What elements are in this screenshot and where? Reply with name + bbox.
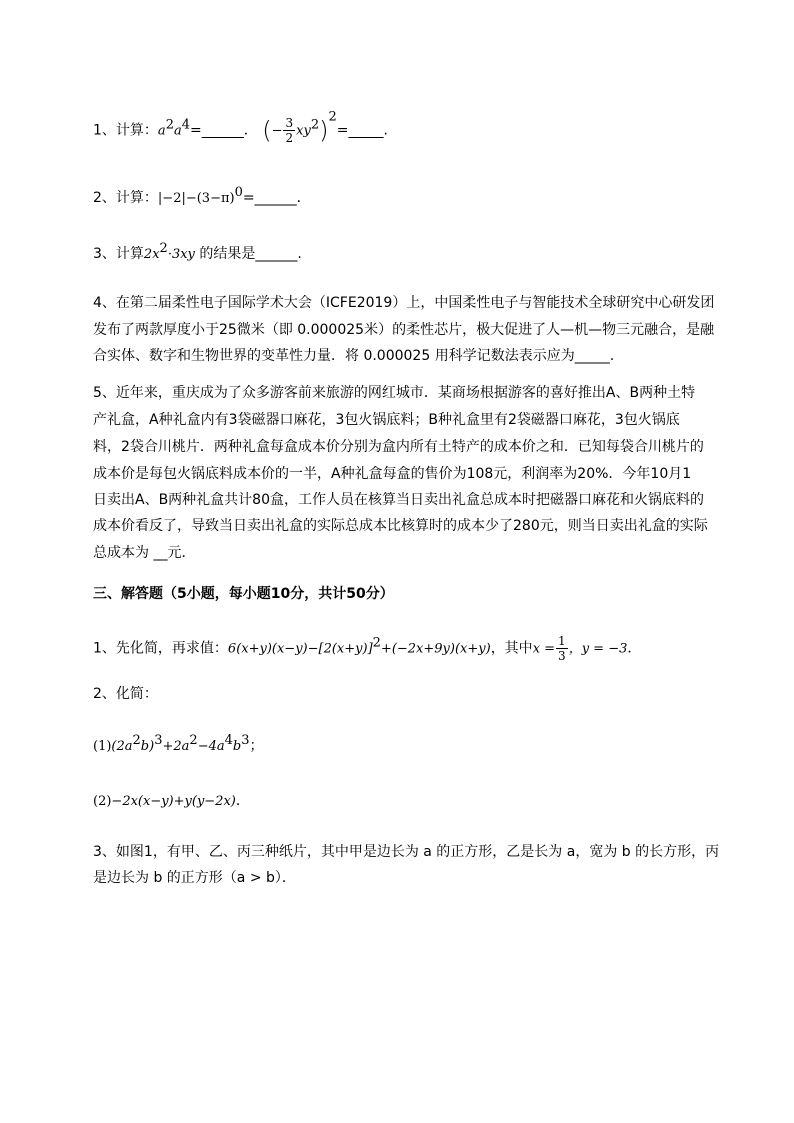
solve-question-3-line-2: 是边长为 b 的正方形（a > b）．	[93, 870, 296, 886]
answer-blank: =______．	[190, 122, 258, 139]
math-expression: 6(x+y)(x−y)−[2(x+y)]	[227, 641, 373, 657]
fill-in-question-3	[93, 241, 302, 265]
math-exponent: 2	[372, 635, 381, 651]
math-exponent: 2	[189, 733, 198, 748]
solve-question-2-part-2	[93, 791, 250, 812]
math-condition: x =	[532, 641, 556, 657]
math-expression: 2x	[143, 247, 160, 262]
math-exponent: 2	[159, 241, 168, 256]
math-expression: −2x(x−y)+y(y−2x)	[111, 794, 236, 809]
solve-question-2-part-1	[93, 733, 264, 757]
math-expression: (2a	[111, 739, 133, 754]
section-heading: 三、解答题（5小题，每小题10分，共计50分）	[93, 586, 394, 602]
question-text: ，其中	[490, 640, 533, 657]
math-exponent: 2	[165, 117, 174, 133]
math-expression: b)	[140, 739, 155, 754]
question-number: 3、计算	[93, 246, 144, 262]
fraction-numerator: 1	[558, 634, 566, 648]
answer-blank: =______．	[242, 190, 311, 206]
question-5-line-4: 成本价是每包火锅底料成本价的一半，A种礼盒每盒的售价为108元，利润率为20%．今年10月1	[93, 466, 692, 482]
math-expression: |−2|−(3−π)	[157, 191, 235, 206]
question-4-line-2: 发布了两款厚度小于25微米（即 0.000025米）的柔性芯片，极大促进了人—机—物三元融合，是融	[93, 322, 715, 338]
fraction-three-halves	[283, 116, 295, 145]
question-5-line-5: 日卖出A、B两种礼盒共计80盒，工作人员在核算当日卖出礼盒总成本时把磁器口麻花和火锅底料的	[93, 492, 704, 508]
punctuation: ；	[249, 738, 264, 754]
answer-blank: =_____.	[336, 122, 388, 139]
fraction-denominator: 3	[558, 649, 566, 663]
fraction-one-third	[556, 634, 568, 663]
math-var: xy	[296, 123, 311, 139]
question-lead: 1、先化简，再求值：	[93, 640, 228, 657]
question-5-line-6: 成本价看反了，导致当日卖出礼盒的实际总成本比核算时的成本少了280元，则当日卖出礼盒的实际	[93, 518, 708, 534]
math-var: a	[157, 123, 166, 139]
math-exponent: 3	[154, 733, 163, 748]
left-paren: (	[262, 116, 272, 145]
fill-in-question-2	[93, 185, 311, 209]
answer-blank: 的结果是______.	[194, 246, 302, 262]
math-var: a	[173, 123, 182, 139]
question-4-line-1: 4、在第二届柔性电子国际学术大会（ICFE2019）上，中国柔性电子与智能技术全球研究中心研发团	[93, 295, 715, 311]
question-5-line-1: 5、近年来，重庆成为了众多游客前来旅游的网红城市．某商场根据游客的喜好推出A、B两种土特	[93, 385, 696, 401]
math-expression: +(−2x+9y)(x+y)	[380, 641, 491, 657]
math-expression: −4a	[197, 739, 225, 754]
question-5-line-3: 料，2袋合川桃片．两种礼盒每盒成本价分别为盒内所有土特产的成本价之和．已知每袋合川桃片的	[93, 439, 704, 455]
part-label: (1)	[93, 739, 112, 754]
question-number: 1、计算：	[93, 122, 158, 139]
part-label: (2)	[93, 794, 112, 809]
math-exponent: 3	[241, 733, 250, 748]
math-exponent: 4	[181, 117, 191, 133]
question-number: 2、计算：	[93, 190, 158, 206]
fraction-denominator: 2	[285, 131, 294, 145]
math-exponent: 2	[328, 109, 337, 125]
punctuation: ．	[235, 793, 250, 809]
math-expression: ·3xy	[167, 247, 195, 262]
math-condition: ，y = −3	[568, 641, 628, 657]
question-5-line-2: 产礼盒，A种礼盒内有3袋磁器口麻花，3包火锅底料；B种礼盒里有2袋磁器口麻花，3包火锅底	[93, 412, 680, 428]
fill-in-question-1	[93, 109, 388, 145]
math-exponent: 4	[224, 733, 233, 748]
solve-question-1	[93, 634, 641, 663]
math-exponent: 0	[234, 185, 243, 200]
math-sign: −	[271, 123, 283, 139]
math-exponent: 2	[132, 733, 141, 748]
fraction-numerator: 3	[285, 116, 294, 130]
question-5-line-7: 总成本为 __元．	[93, 545, 196, 561]
solve-question-3-line-1: 3、如图1，有甲、乙、丙三种纸片，其中甲是边长为 a 的正方形，乙是长为 a，宽为 b 的长方形，丙	[93, 844, 720, 860]
right-paren: )	[319, 116, 329, 145]
question-4-line-3: 合实体、数字和生物世界的变革性力量．将 0.000025 用科学记数法表示应为_____.	[93, 348, 615, 364]
math-expression: +2a	[162, 739, 190, 754]
math-expression: b	[232, 739, 242, 754]
solve-question-2: 2、化简：	[93, 686, 158, 702]
punctuation: ．	[627, 640, 642, 657]
math-exponent: 2	[310, 117, 320, 133]
